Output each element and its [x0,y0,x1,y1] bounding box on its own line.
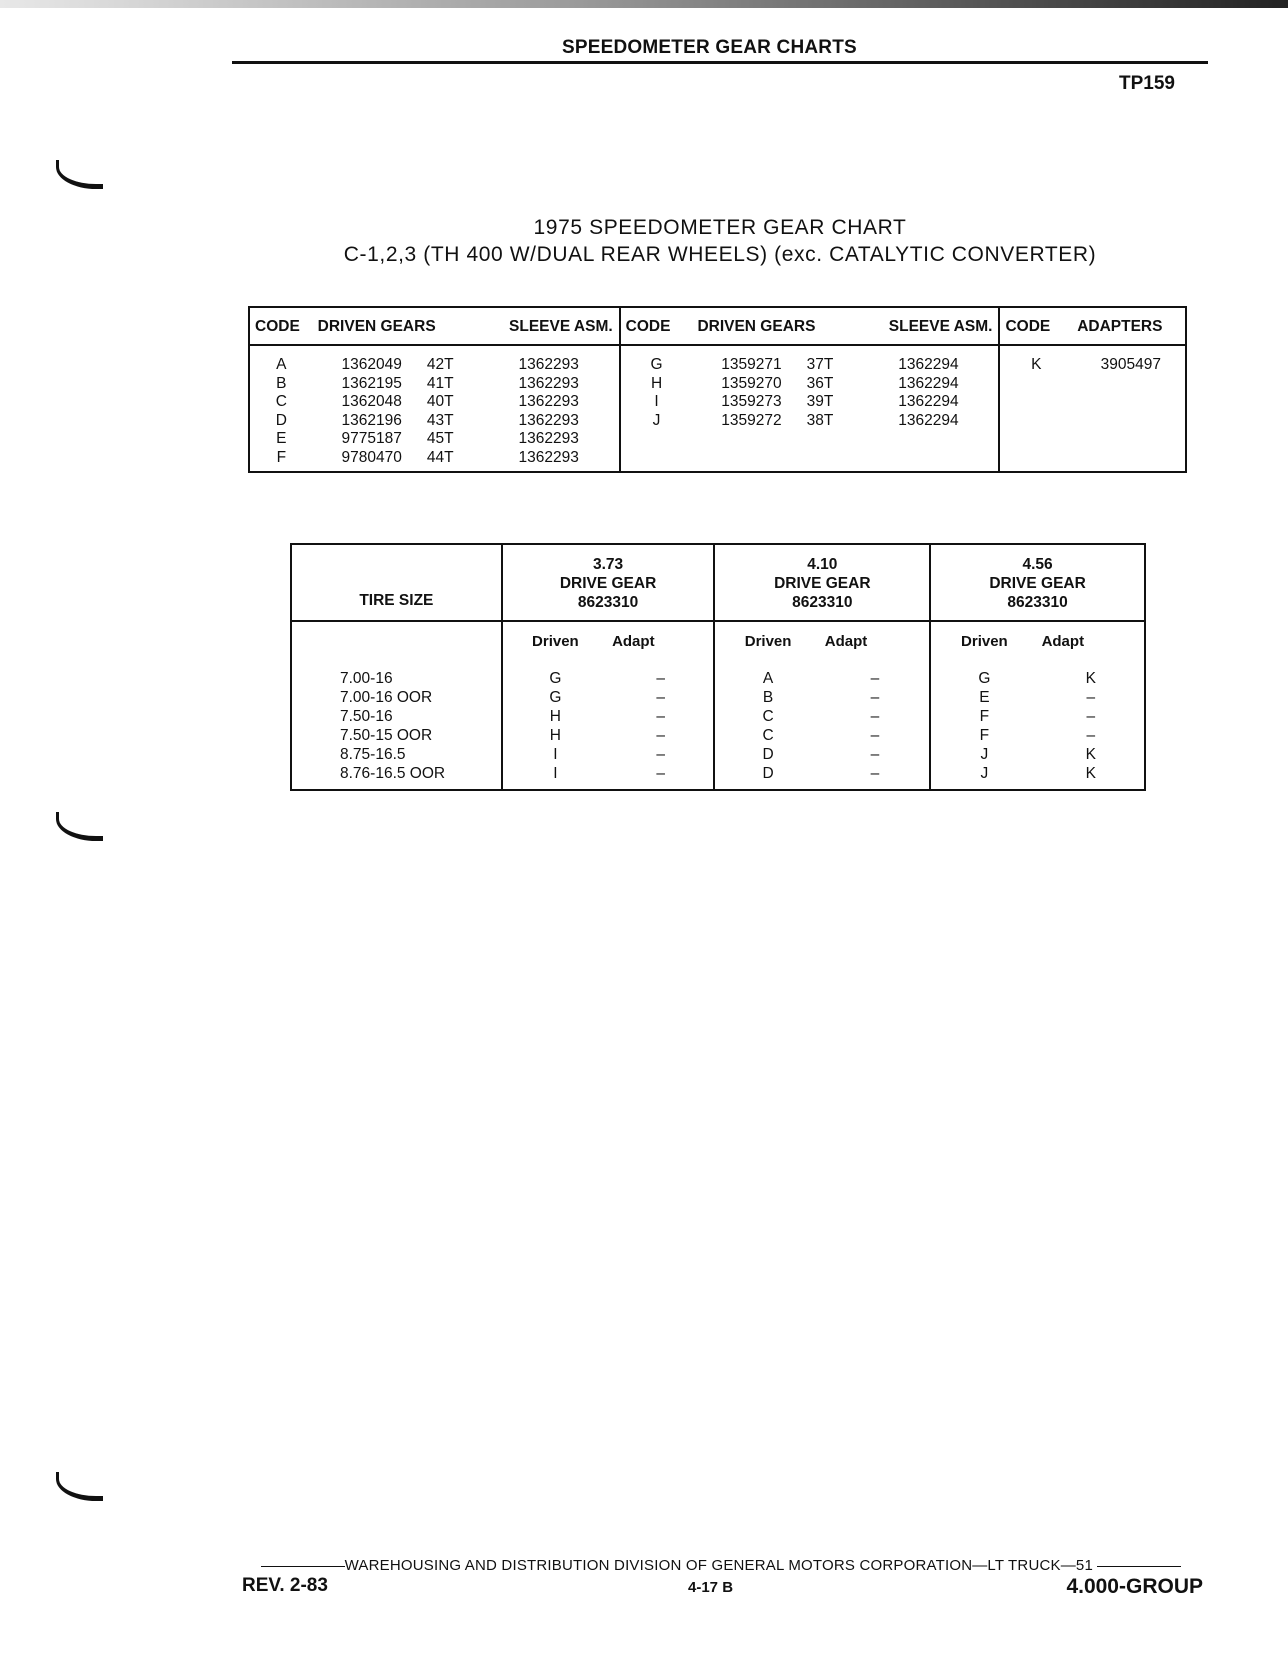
header-driven-gears: DRIVEN GEARS [692,307,858,345]
sleeve-asm-cell: 1362294 [898,411,959,429]
teeth-cell: 37T [806,356,834,373]
gear-table-row [249,375,1186,394]
group-number: 4.000-GROUP [1066,1575,1203,1598]
adapter-code-cell: – [870,708,880,725]
gear-table-row [249,430,1186,449]
header-code: CODE [620,307,693,345]
header-rule [232,61,1208,64]
tire-table-row [291,726,1145,745]
adapter-part-cell [1072,430,1186,449]
adapter-code-cell: – [1086,708,1096,725]
driven-code-cell: H [502,707,608,726]
footer-division-line [240,1557,1202,1574]
page-number: 4-17 B [688,1579,734,1596]
teeth-cell: 40T [426,393,454,410]
sleeve-asm-cell: 1362293 [518,393,579,410]
code-cell: D [275,411,287,429]
gear-table-header-row [249,307,1186,345]
sleeve-asm-cell: 1362294 [898,374,959,392]
drive-gear-part: 8623310 [792,594,853,611]
chart-title: 1975 SPEEDOMETER GEAR CHART [533,216,907,239]
driven-gear-part-cell: 1362048 [341,393,402,410]
code-cell: F [276,448,287,466]
drive-gear-label: DRIVE GEAR [774,575,871,592]
driven-gear-part-cell: 1362195 [341,374,402,392]
driven-gear-part-cell [692,430,801,449]
driven-code-cell: D [714,745,820,764]
code-cell [999,449,1072,473]
adapter-part-cell [1072,412,1186,431]
sleeve-asm-cell: 1362293 [518,411,579,429]
adapter-part-cell: 3905497 [1100,356,1161,373]
tire-size-cell: 7.00-16 OOR [340,689,433,706]
code-cell: C [275,393,287,410]
driven-gear-part-cell: 1362049 [341,356,402,373]
footer-rule [261,1566,345,1567]
tire-size-cell: 7.50-16 [340,708,393,725]
tire-table-row [291,688,1145,707]
driven-code-cell: H [502,726,608,745]
adapter-code-cell: K [1085,746,1096,763]
tire-table-row [291,707,1145,726]
driven-gear-part-cell: 9780470 [341,448,402,466]
driven-code-cell: C [714,726,820,745]
gear-table-row [249,393,1186,412]
adapter-code-cell: K [1085,670,1096,687]
gear-table-row [249,345,1186,375]
drive-ratio: 4.10 [807,556,838,573]
driven-gear-part-cell: 1359273 [721,393,782,410]
header-code: CODE [999,307,1072,345]
driven-code-cell: C [714,707,820,726]
adapter-code-cell: – [1086,727,1096,744]
driven-gear-part-cell: 1359272 [721,411,782,429]
sleeve-asm-cell: 1362294 [898,356,959,373]
driven-code-cell: E [930,688,1037,707]
tire-table-row [291,745,1145,764]
driven-gear-part-cell: 1362196 [341,411,402,429]
driven-code-cell: I [502,745,608,764]
code-cell [999,430,1072,449]
sub-driven: Driven [502,621,608,669]
tire-table-header-row [291,544,1145,621]
drive-gear-header-456 [930,544,1145,621]
drive-gear-header-373 [502,544,715,621]
driven-gear-part-cell: 1359271 [721,356,782,373]
top-border [0,0,1288,8]
drive-gear-label: DRIVE GEAR [989,575,1086,592]
code-cell: J [620,412,693,431]
code-cell: H [620,375,693,394]
tire-size-cell: 7.00-16 [340,670,393,687]
tire-table-row [291,764,1145,790]
adapter-code-cell: – [1086,689,1096,706]
teeth-cell: 45T [426,430,454,447]
code-cell [999,375,1072,394]
sub-driven: Driven [714,621,820,669]
code-cell [999,412,1072,431]
drive-ratio: 4.56 [1022,556,1053,573]
driven-code-cell: A [714,669,820,688]
adapter-code-cell: – [870,670,880,687]
tire-size-cell: 7.50-15 OOR [340,727,433,744]
driven-code-cell: G [502,688,608,707]
adapter-code-cell: – [870,727,880,744]
gear-table-row [249,449,1186,473]
tire-size-cell: 8.75-16.5 [340,746,406,763]
code-cell [620,449,693,473]
teeth-cell: 36T [806,374,834,392]
binder-hole-mark [56,812,103,841]
teeth-cell: 38T [806,411,834,429]
drive-gear-part: 8623310 [1007,594,1068,611]
adapter-part-cell [1072,393,1186,412]
adapter-code-cell: – [870,689,880,706]
adapter-code-cell: – [656,746,666,763]
sleeve-asm-cell: 1362293 [518,448,579,466]
adapter-code-cell: – [656,727,666,744]
driven-gear-table [248,306,1187,473]
teeth-cell: 39T [806,393,834,410]
adapter-code-cell: – [656,670,666,687]
adapter-code-cell: – [656,708,666,725]
tire-subheader-row [291,621,1145,669]
code-cell [620,430,693,449]
header-driven-gears: DRIVEN GEARS [313,307,479,345]
adapter-code-cell: – [656,689,666,706]
driven-code-cell: B [714,688,820,707]
header-code: CODE [249,307,313,345]
footer-rule [1097,1566,1181,1567]
driven-code-cell: D [714,764,820,790]
sleeve-asm-cell [858,430,999,449]
driven-gear-part-cell: 9775187 [341,430,402,447]
sleeve-asm-cell: 1362293 [518,430,579,447]
driven-gear-part-cell [692,449,801,473]
header-tire-size: TIRE SIZE [291,544,502,621]
adapter-code-cell: – [870,765,880,782]
sleeve-asm-cell: 1362293 [518,356,579,373]
driven-code-cell: F [930,707,1037,726]
sub-adapt: Adapt [824,633,868,650]
adapter-code-cell: – [870,746,880,763]
sleeve-asm-cell: 1362293 [518,374,579,392]
binder-hole-mark [56,160,103,189]
drive-ratio: 3.73 [592,556,624,573]
sub-adapt: Adapt [612,633,655,650]
teeth-cell: 41T [426,374,454,392]
driven-gear-part-cell: 1359270 [721,374,782,392]
sleeve-asm-cell: 1362294 [898,393,959,410]
drive-gear-header-410 [714,544,930,621]
binder-hole-mark [56,1472,103,1501]
code-cell [999,393,1072,412]
adapter-part-cell [1072,375,1186,394]
adapter-part-cell [1072,449,1186,473]
driven-code-cell: J [930,764,1037,790]
chart-subtitle: C-1,2,3 (TH 400 W/DUAL REAR WHEELS) (exc. CATALYTIC CONVERTER) [343,243,1097,266]
teeth-cell: 43T [426,411,454,429]
footer-division-text: WAREHOUSING AND DISTRIBUTION DIVISION OF GENERAL MOTORS CORPORATION—LT TRUCK—51 [344,1557,1093,1574]
drive-gear-label: DRIVE GEAR [559,575,657,592]
gear-table-row [249,412,1186,431]
code-cell: B [276,374,287,392]
header-sleeve-asm: SLEEVE ASM. [858,307,999,345]
driven-code-cell: J [930,745,1037,764]
teeth-cell: 42T [426,356,454,373]
teeth-cell [802,430,859,449]
teeth-cell [802,449,859,473]
drive-gear-part: 8623310 [577,594,639,611]
code-cell: K [999,345,1072,375]
tire-table-row [291,669,1145,688]
header-sleeve-asm: SLEEVE ASM. [479,307,620,345]
code-cell: I [620,393,693,412]
sub-adapt: Adapt [1041,633,1085,650]
sleeve-asm-cell [858,449,999,473]
header-adapters: ADAPTERS [1072,307,1186,345]
page-code: TP159 [1119,73,1175,94]
driven-code-cell: G [930,669,1037,688]
revision-label: REV. 2-83 [242,1575,328,1596]
page-header-title: SPEEDOMETER GEAR CHARTS [562,37,857,58]
sub-driven: Driven [930,621,1037,669]
empty-cell [291,621,502,669]
tire-size-table [290,543,1146,791]
code-cell: G [620,345,693,375]
tire-size-cell: 8.76-16.5 OOR [340,765,446,782]
driven-code-cell: G [502,669,608,688]
code-cell: A [276,356,287,373]
code-cell: E [276,430,287,447]
teeth-cell: 44T [426,448,454,466]
adapter-code-cell: – [656,765,666,782]
adapter-code-cell: K [1085,765,1096,782]
driven-code-cell: F [930,726,1037,745]
driven-code-cell: I [502,764,608,790]
